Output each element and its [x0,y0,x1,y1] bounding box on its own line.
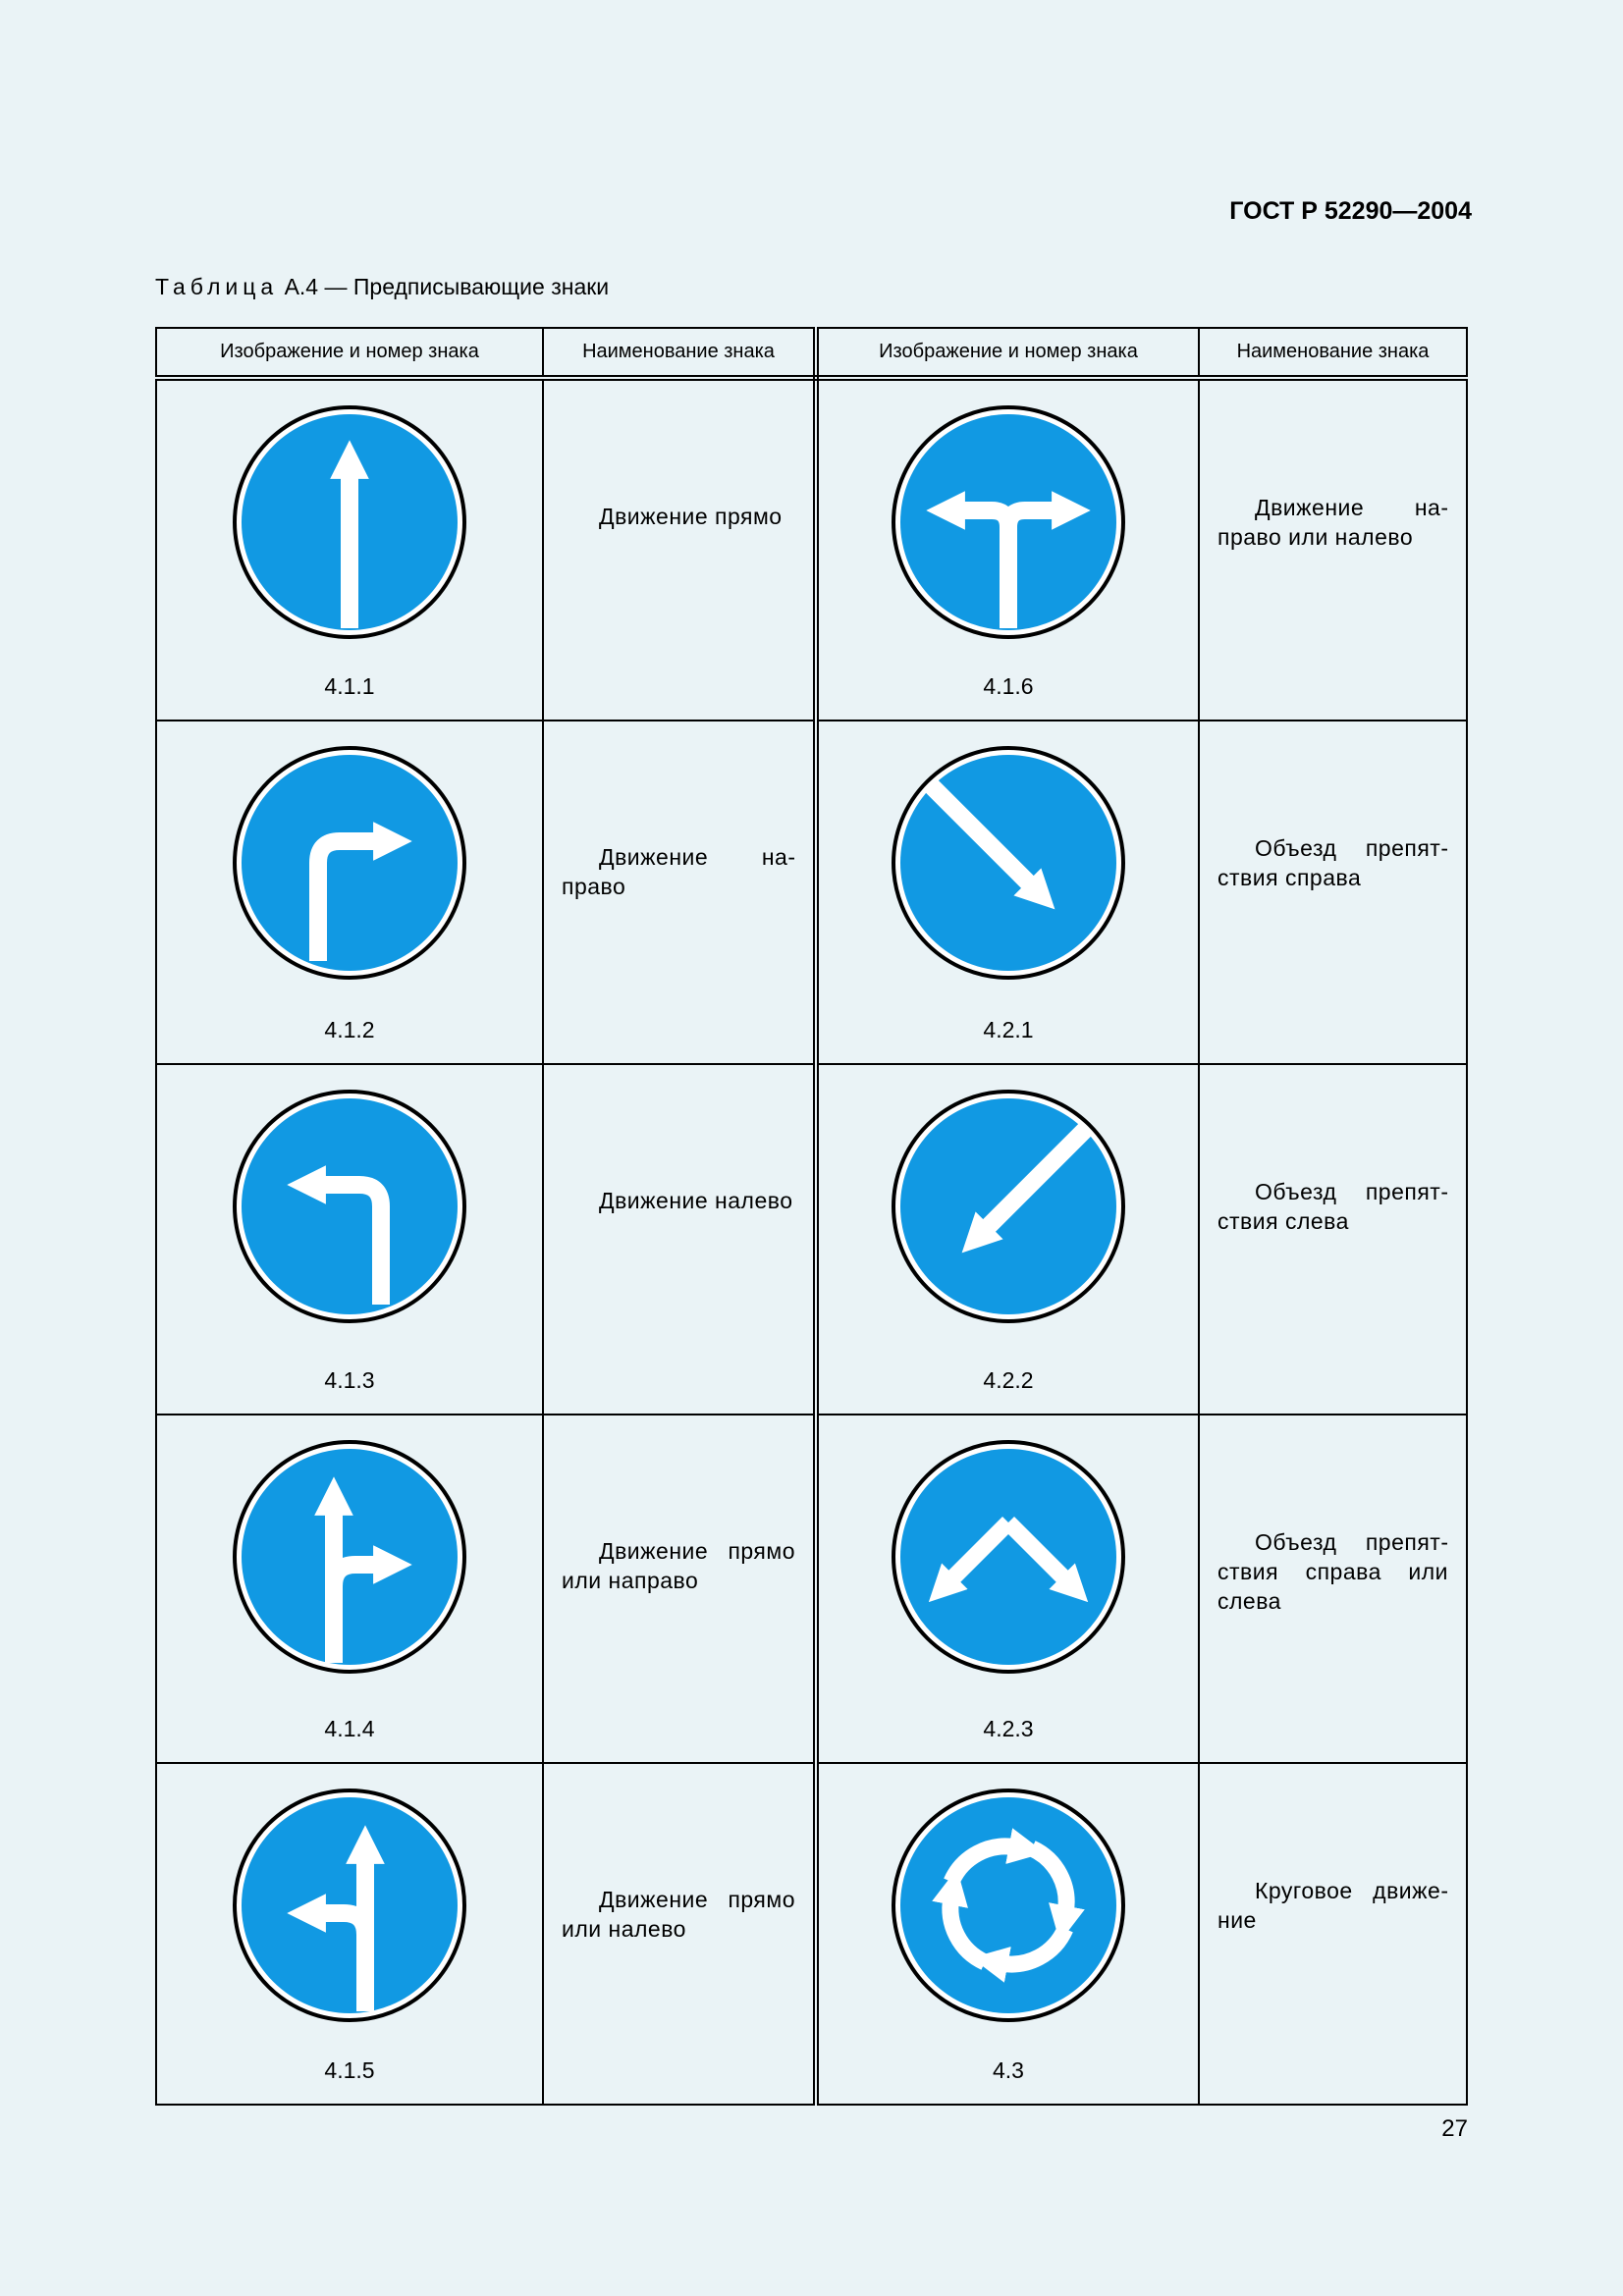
sign-cell [816,378,1199,721]
sign-cell [156,378,543,721]
table-row [156,1763,1467,2105]
sign-cell [816,1415,1199,1763]
sign-name: Движение прямо [599,504,783,529]
sign-cell [156,1763,543,2105]
sign-name-cell [1199,721,1467,1064]
keep-left-arrow-icon [891,1089,1126,1324]
roundabout-icon [891,1788,1126,2023]
sign-number: 4.2.3 [983,1716,1034,1741]
straight-or-right-arrow-icon [232,1439,467,1675]
keep-right-or-left-arrow-icon [891,1439,1126,1675]
column-header-name: Наименование знака [543,328,816,378]
sign-name-cell [1199,1763,1467,2105]
turn-right-arrow-icon [232,745,467,981]
sign-name: Движение налево [599,1188,793,1213]
straight-arrow-icon [232,404,467,640]
table-row [156,1064,1467,1415]
sign-name-cell [1199,1064,1467,1415]
sign-number: 4.1.5 [324,2057,375,2083]
sign-name-cell [543,378,816,721]
keep-right-arrow-icon [891,745,1126,981]
column-header-image: Изображение и номер знака [156,328,543,378]
straight-or-left-arrow-icon [232,1788,467,2023]
sign-name: Круговое движение [1217,1878,1448,1933]
column-header-image: Изображение и номер знака [816,328,1199,378]
sign-name: Объезд препятствия справа или слева [1217,1529,1448,1614]
column-header-name: Наименование знака [1199,328,1467,378]
sign-cell [156,721,543,1064]
table-row [156,378,1467,721]
sign-cell [156,1415,543,1763]
sign-number: 4.1.1 [324,673,375,699]
sign-number: 4.2.2 [983,1367,1034,1393]
table-caption: Таблица А.4 — Предписывающие знаки [155,274,610,299]
sign-name: Движение направо [562,844,795,899]
sign-number: 4.1.6 [983,673,1034,699]
sign-cell [156,1064,543,1415]
sign-name: Движение прямо или направо [562,1538,795,1593]
sign-number: 4.1.4 [324,1716,375,1741]
sign-number: 4.2.1 [983,1017,1034,1042]
page-number: 27 [1441,2115,1468,2142]
sign-name: Объезд препятствия слева [1217,1179,1448,1234]
sign-name: Движение прямо или налево [562,1887,795,1942]
sign-name-cell [1199,378,1467,721]
table-row [156,721,1467,1064]
sign-name-cell [543,1763,816,2105]
sign-name: Движение направо или налево [1217,495,1448,550]
right-or-left-arrow-icon [891,404,1126,640]
sign-cell [816,1763,1199,2105]
sign-name-cell [543,721,816,1064]
table-row [156,1415,1467,1763]
sign-name: Объезд препятствия справа [1217,835,1448,890]
table-header-row [156,328,1467,378]
sign-name-cell [543,1415,816,1763]
sign-number: 4.1.3 [324,1367,375,1393]
turn-left-arrow-icon [232,1089,467,1324]
sign-cell [816,1064,1199,1415]
sign-number: 4.3 [993,2057,1024,2083]
signs-table [155,327,1468,2106]
standard-number: ГОСТ Р 52290—2004 [1229,197,1472,225]
sign-name-cell [1199,1415,1467,1763]
sign-number: 4.1.2 [324,1017,375,1042]
sign-name-cell [543,1064,816,1415]
sign-cell [816,721,1199,1064]
